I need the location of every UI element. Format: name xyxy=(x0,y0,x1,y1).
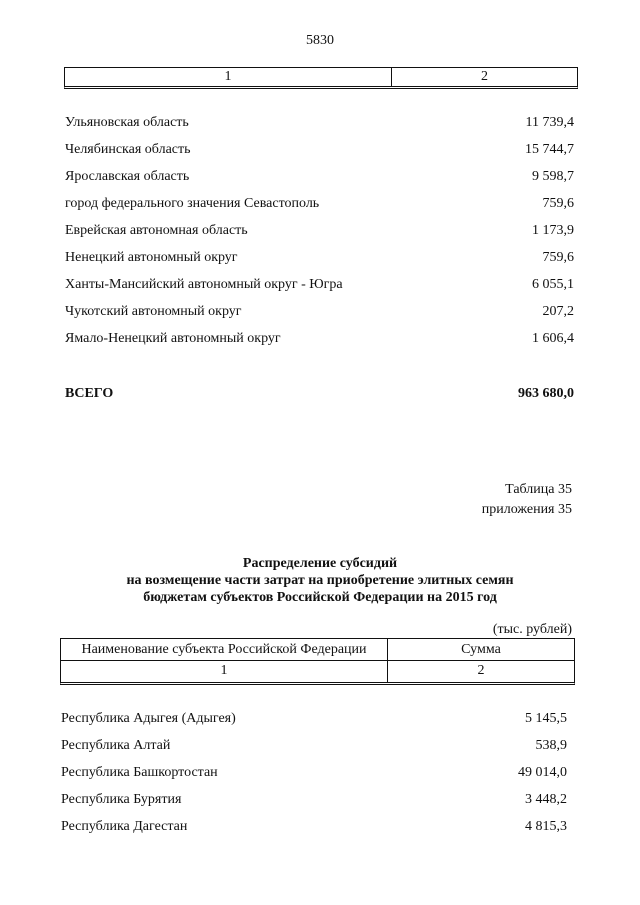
region-value: 5 145,5 xyxy=(525,711,567,726)
region-value: 759,6 xyxy=(542,250,574,265)
region-value: 15 744,7 xyxy=(525,142,574,157)
region-name: город федерального значения Севастополь xyxy=(65,196,320,211)
region-value: 207,2 xyxy=(542,304,574,319)
bottom-number-col-1: 1 xyxy=(220,663,228,678)
table-row xyxy=(65,114,574,141)
table-row xyxy=(65,222,574,249)
appendix-number: приложения 35 xyxy=(481,502,572,517)
region-value: 11 739,4 xyxy=(525,115,574,130)
region-name: Еврейская автономная область xyxy=(65,223,248,238)
region-name: Республика Алтай xyxy=(61,738,171,753)
section-title-line-3: бюджетам субъектов Российской Федерации на 2015 год xyxy=(143,590,497,605)
total-label: ВСЕГО xyxy=(65,386,114,401)
table-row xyxy=(65,303,574,330)
bottom-number-col-2: 2 xyxy=(387,661,574,682)
region-name: Челябинская область xyxy=(65,142,191,157)
table-reference xyxy=(380,480,572,520)
units-label: (тыс. рублей) xyxy=(492,622,572,637)
table-row xyxy=(65,330,574,357)
region-name: Республика Дагестан xyxy=(61,819,188,834)
bottom-table-header xyxy=(60,638,575,685)
table-row xyxy=(61,710,567,737)
region-name: Ненецкий автономный округ xyxy=(65,250,238,265)
bottom-header-numbers xyxy=(60,661,575,685)
region-value: 759,6 xyxy=(542,196,574,211)
region-name: Ярославская область xyxy=(65,169,190,184)
region-value: 1 606,4 xyxy=(532,331,574,346)
region-value: 49 014,0 xyxy=(518,765,567,780)
section-title-line-1: Распределение субсидий xyxy=(242,556,398,571)
region-value: 1 173,9 xyxy=(532,223,574,238)
section-title-line-2: на возмещение части затрат на приобретение элитных семян xyxy=(126,573,514,588)
region-name: Республика Башкортостан xyxy=(61,765,218,780)
table-row xyxy=(65,141,574,168)
table-row xyxy=(65,276,574,303)
total-row xyxy=(65,385,574,402)
bottom-header-col-2: Сумма xyxy=(387,639,574,660)
top-table-body xyxy=(65,114,574,357)
bottom-header-names xyxy=(60,638,575,661)
region-name: Ульяновская область xyxy=(65,115,189,130)
region-value: 4 815,3 xyxy=(525,819,567,834)
section-title xyxy=(0,555,640,606)
top-header-col-2: 2 xyxy=(391,68,577,86)
region-value: 6 055,1 xyxy=(532,277,574,292)
region-name: Ямало-Ненецкий автономный округ xyxy=(65,331,281,346)
table-row xyxy=(65,168,574,195)
table-number: Таблица 35 xyxy=(505,482,572,497)
table-row xyxy=(61,791,567,818)
table-row xyxy=(61,737,567,764)
region-value: 9 598,7 xyxy=(532,169,574,184)
table-row xyxy=(65,195,574,222)
region-name: Ханты-Мансийский автономный округ - Югра xyxy=(65,277,343,292)
region-name: Республика Адыгея (Адыгея) xyxy=(61,711,236,726)
top-table-header xyxy=(64,67,578,89)
table-row xyxy=(65,249,574,276)
bottom-table-body xyxy=(61,710,567,845)
total-value: 963 680,0 xyxy=(518,386,574,401)
table-row xyxy=(61,818,567,845)
region-name: Республика Бурятия xyxy=(61,792,182,807)
region-name: Чукотский автономный округ xyxy=(65,304,242,319)
page-number: 5830 xyxy=(306,33,334,48)
region-value: 538,9 xyxy=(535,738,567,753)
top-header-col-1: 1 xyxy=(224,69,232,84)
table-row xyxy=(61,764,567,791)
region-value: 3 448,2 xyxy=(525,792,567,807)
bottom-header-col-1: Наименование субъекта Российской Федерации xyxy=(81,642,367,657)
